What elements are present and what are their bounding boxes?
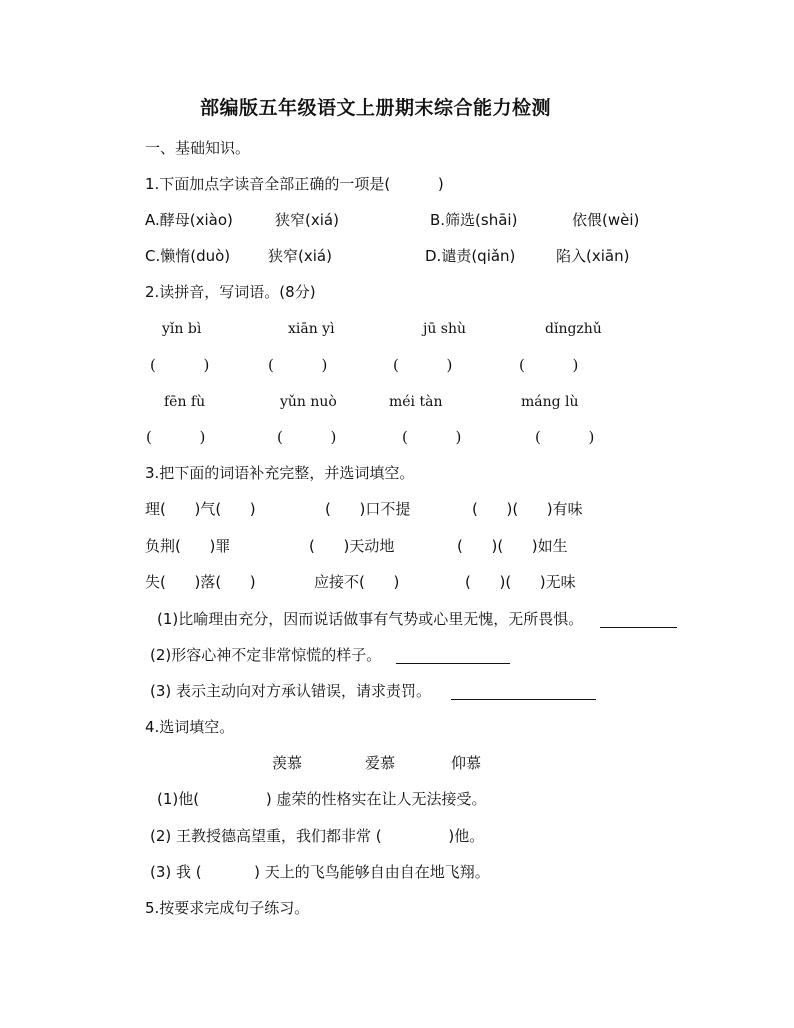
word-choice: 羡慕 — [272, 754, 303, 772]
pinyin-label: yǐn bì — [162, 321, 202, 337]
q1-option: A.酵母(xiào) — [145, 211, 233, 229]
section-heading: 一、基础知识。 — [145, 139, 251, 157]
q3-sub-question: (3) 表示主动向对方承认错误，请求责罚。 — [150, 682, 432, 700]
q1-option: 陷入(xiān) — [556, 247, 630, 265]
q4-sub-question[interactable]: (3) 我 ( ) 天上的飞鸟能够自由自在地飞翔。 — [150, 863, 490, 881]
q4-sub-question[interactable]: (1)他( ) 虚荣的性格实在让人无法接受。 — [157, 790, 487, 808]
q5-stem: 5.按要求完成句子练习。 — [145, 899, 310, 917]
q1-option: C.懒惰(duò) — [145, 247, 231, 265]
q3-stem: 3.把下面的词语补充完整，并选词填空。 — [145, 464, 415, 482]
q1-stem: 1.下面加点字读音全部正确的一项是( ) — [145, 175, 444, 193]
q2-stem: 2.读拼音，写词语。(8分) — [145, 283, 316, 301]
q1-option: B.筛选(shāi) — [430, 211, 518, 229]
pinyin-label: yǔn nuò — [280, 394, 337, 410]
word-choice: 仰慕 — [451, 754, 482, 772]
answer-parentheses[interactable]: ( ) — [535, 428, 595, 446]
pinyin-label: fēn fù — [164, 394, 206, 410]
page-title: 部编版五年级语文上册期末综合能力检测 — [200, 97, 552, 119]
idiom-blank[interactable]: 理( )气( ) — [145, 500, 256, 518]
idiom-blank[interactable]: ( )( )无味 — [465, 573, 576, 591]
pinyin-label: méi tàn — [389, 394, 443, 410]
answer-parentheses[interactable]: ( ) — [402, 428, 462, 446]
answer-line[interactable] — [451, 681, 596, 700]
answer-parentheses[interactable]: ( ) — [150, 356, 210, 374]
idiom-blank[interactable]: 应接不( ) — [314, 573, 400, 591]
answer-line[interactable] — [600, 609, 677, 628]
idiom-blank[interactable]: 负荆( )罪 — [145, 537, 231, 555]
idiom-blank[interactable]: 失( )落( ) — [145, 573, 256, 591]
idiom-blank[interactable]: ( )( )有味 — [472, 500, 583, 518]
idiom-blank[interactable]: ( )天动地 — [309, 537, 395, 555]
q3-sub-question: (2)形容心神不定非常惊慌的样子。 — [150, 646, 382, 664]
answer-parentheses[interactable]: ( ) — [268, 356, 328, 374]
pinyin-label: dǐngzhǔ — [545, 321, 602, 337]
q1-option: D.谴责(qiǎn) — [425, 247, 516, 265]
pinyin-label: jū shù — [423, 321, 467, 337]
answer-parentheses[interactable]: ( ) — [393, 356, 453, 374]
pinyin-label: xiān yì — [288, 321, 335, 337]
idiom-blank[interactable]: ( )( )如生 — [457, 537, 568, 555]
q1-option: 依偎(wèi) — [572, 211, 640, 229]
answer-line[interactable] — [396, 645, 510, 664]
q4-stem: 4.选词填空。 — [145, 718, 235, 736]
q1-option: 狭窄(xiá) — [275, 211, 339, 229]
answer-parentheses[interactable]: ( ) — [277, 428, 337, 446]
word-choice: 爱慕 — [365, 754, 396, 772]
q3-sub-question: (1)比喻理由充分，因而说话做事有气势或心里无愧，无所畏惧。 — [157, 610, 584, 628]
idiom-blank[interactable]: ( )口不提 — [325, 500, 411, 518]
q4-sub-question[interactable]: (2) 王教授德高望重，我们都非常 ( )他。 — [150, 827, 485, 845]
q1-option: 狭窄(xiá) — [268, 247, 332, 265]
answer-parentheses[interactable]: ( ) — [519, 356, 579, 374]
pinyin-label: máng lù — [521, 394, 579, 410]
answer-parentheses[interactable]: ( ) — [146, 428, 206, 446]
